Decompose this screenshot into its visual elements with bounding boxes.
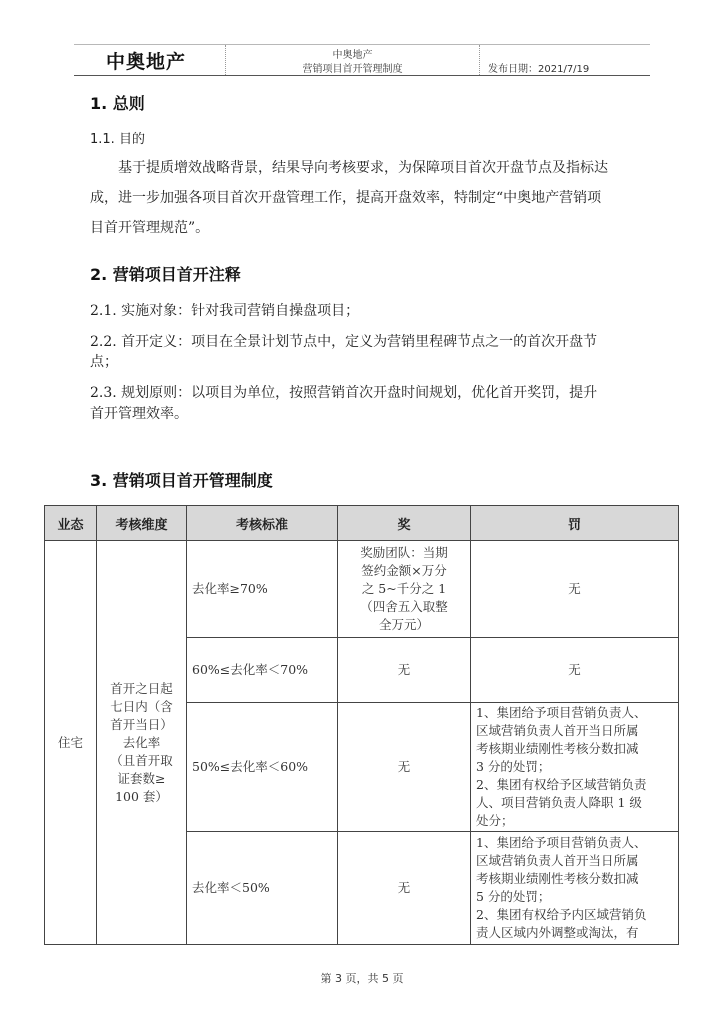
category-text: 住宅 bbox=[57, 734, 83, 750]
table-row-4-reward bbox=[337, 831, 471, 945]
row-3-penalty-text: 1、集团给予项目营销负责人、 区域营销负责人首开当日所属 考核期业绩刚性考核分数扣减 3 分的处罚； 2、集团有权给予区域营销负责 人、项目营销负责人降职 1 级 处分； bbox=[476, 705, 647, 828]
section2-title: 2. 营销项目首开注释 bbox=[90, 265, 241, 284]
table-cell-category bbox=[44, 540, 97, 945]
row-2-penalty-text: 无 bbox=[568, 662, 581, 677]
row-3-standard-text: 50%≤去化率＜60% bbox=[192, 759, 309, 774]
assessment-table bbox=[44, 505, 679, 945]
row-3-reward-text: 无 bbox=[397, 759, 411, 774]
table-header-reward: 奖 bbox=[337, 505, 471, 541]
company-name: 中奥地产 bbox=[106, 51, 187, 73]
section1-title: 1. 总则 bbox=[90, 94, 145, 113]
row-2-standard-text: 60%≤去化率＜70% bbox=[192, 662, 309, 677]
section2-item-3-line-2: 首开管理效率。 bbox=[90, 406, 188, 422]
table-row-1-reward bbox=[337, 540, 471, 638]
dimension-text: 首开之日起 七日内（含 首开当日） 去化率 （且首开取 证套数≥ 100 套） bbox=[110, 680, 173, 804]
table-row-2-standard bbox=[186, 637, 338, 703]
section1-paragraph-line-3: 目首开管理规范”。 bbox=[90, 220, 210, 236]
table-header-standard: 考核标准 bbox=[186, 505, 338, 541]
table-header-category: 业态 bbox=[44, 505, 97, 541]
page-footer: 第 3 页，共 5 页 bbox=[320, 972, 404, 985]
header-doc-cell bbox=[226, 45, 480, 75]
section1-paragraph-line-2: 成，进一步加强各项目首次开盘管理工作，提高开盘效率，特制定“中奥地产营销项 bbox=[90, 190, 602, 206]
section2-item-1: 2.1. 实施对象：针对我司营销自操盘项目； bbox=[90, 303, 360, 319]
table-row-1-standard bbox=[186, 540, 338, 638]
section1-subtitle: 1.1. 目的 bbox=[90, 132, 145, 147]
section2-item-3-line-1: 2.3. 规划原则：以项目为单位，按照营销首次开盘时间规划，优化首开奖罚，提升 bbox=[90, 385, 598, 401]
row-2-reward-text: 无 bbox=[397, 662, 411, 677]
table-row-2-reward bbox=[337, 637, 471, 703]
section2-item-2-line-2: 点； bbox=[90, 354, 118, 370]
page-header bbox=[74, 44, 650, 76]
section1-paragraph-line-1: 基于提质增效战略背景，结果导向考核要求，为保障项目首次开盘节点及指标达 bbox=[118, 160, 608, 176]
row-4-standard-text: 去化率＜50% bbox=[192, 880, 270, 895]
header-date-cell bbox=[480, 45, 650, 75]
table-row-3-reward bbox=[337, 702, 471, 832]
section3-title: 3. 营销项目首开管理制度 bbox=[90, 471, 273, 490]
table-header-dimension: 考核维度 bbox=[96, 505, 187, 541]
row-1-standard-text: 去化率≥70% bbox=[192, 581, 268, 596]
header-doc-company: 中奥地产 bbox=[332, 50, 373, 61]
row-1-reward-text: 奖励团队：当期 签约金额×万分 之 5~千分之 1 （四舍五入取整 全万元） bbox=[360, 545, 448, 632]
row-1-penalty-text: 无 bbox=[568, 581, 581, 596]
header-doc-title: 营销项目首开管理制度 bbox=[302, 64, 403, 75]
table-row-4-standard bbox=[186, 831, 338, 945]
table-header-penalty: 罚 bbox=[470, 505, 679, 541]
row-4-penalty-text: 1、集团给予项目营销负责人、 区域营销负责人首开当日所属 考核期业绩刚性考核分数扣减 5 分的处罚； 2、集团有权给予内区域营销负 责人区域内外调整或淘汰，有 bbox=[476, 835, 647, 940]
table-row-1-penalty bbox=[470, 540, 679, 638]
table-row-3-penalty bbox=[470, 702, 679, 832]
table-cell-dimension bbox=[96, 540, 187, 945]
header-brand-cell bbox=[74, 45, 226, 75]
section2-item-2-line-1: 2.2. 首开定义：项目在全景计划节点中，定义为营销里程碑节点之一的首次开盘节 bbox=[90, 334, 598, 350]
table-row-2-penalty bbox=[470, 637, 679, 703]
table-row-4-penalty bbox=[470, 831, 679, 945]
table-row-3-standard bbox=[186, 702, 338, 832]
publish-date: 发布日期：2021/7/19 bbox=[488, 64, 590, 75]
row-4-reward-text: 无 bbox=[397, 880, 411, 895]
